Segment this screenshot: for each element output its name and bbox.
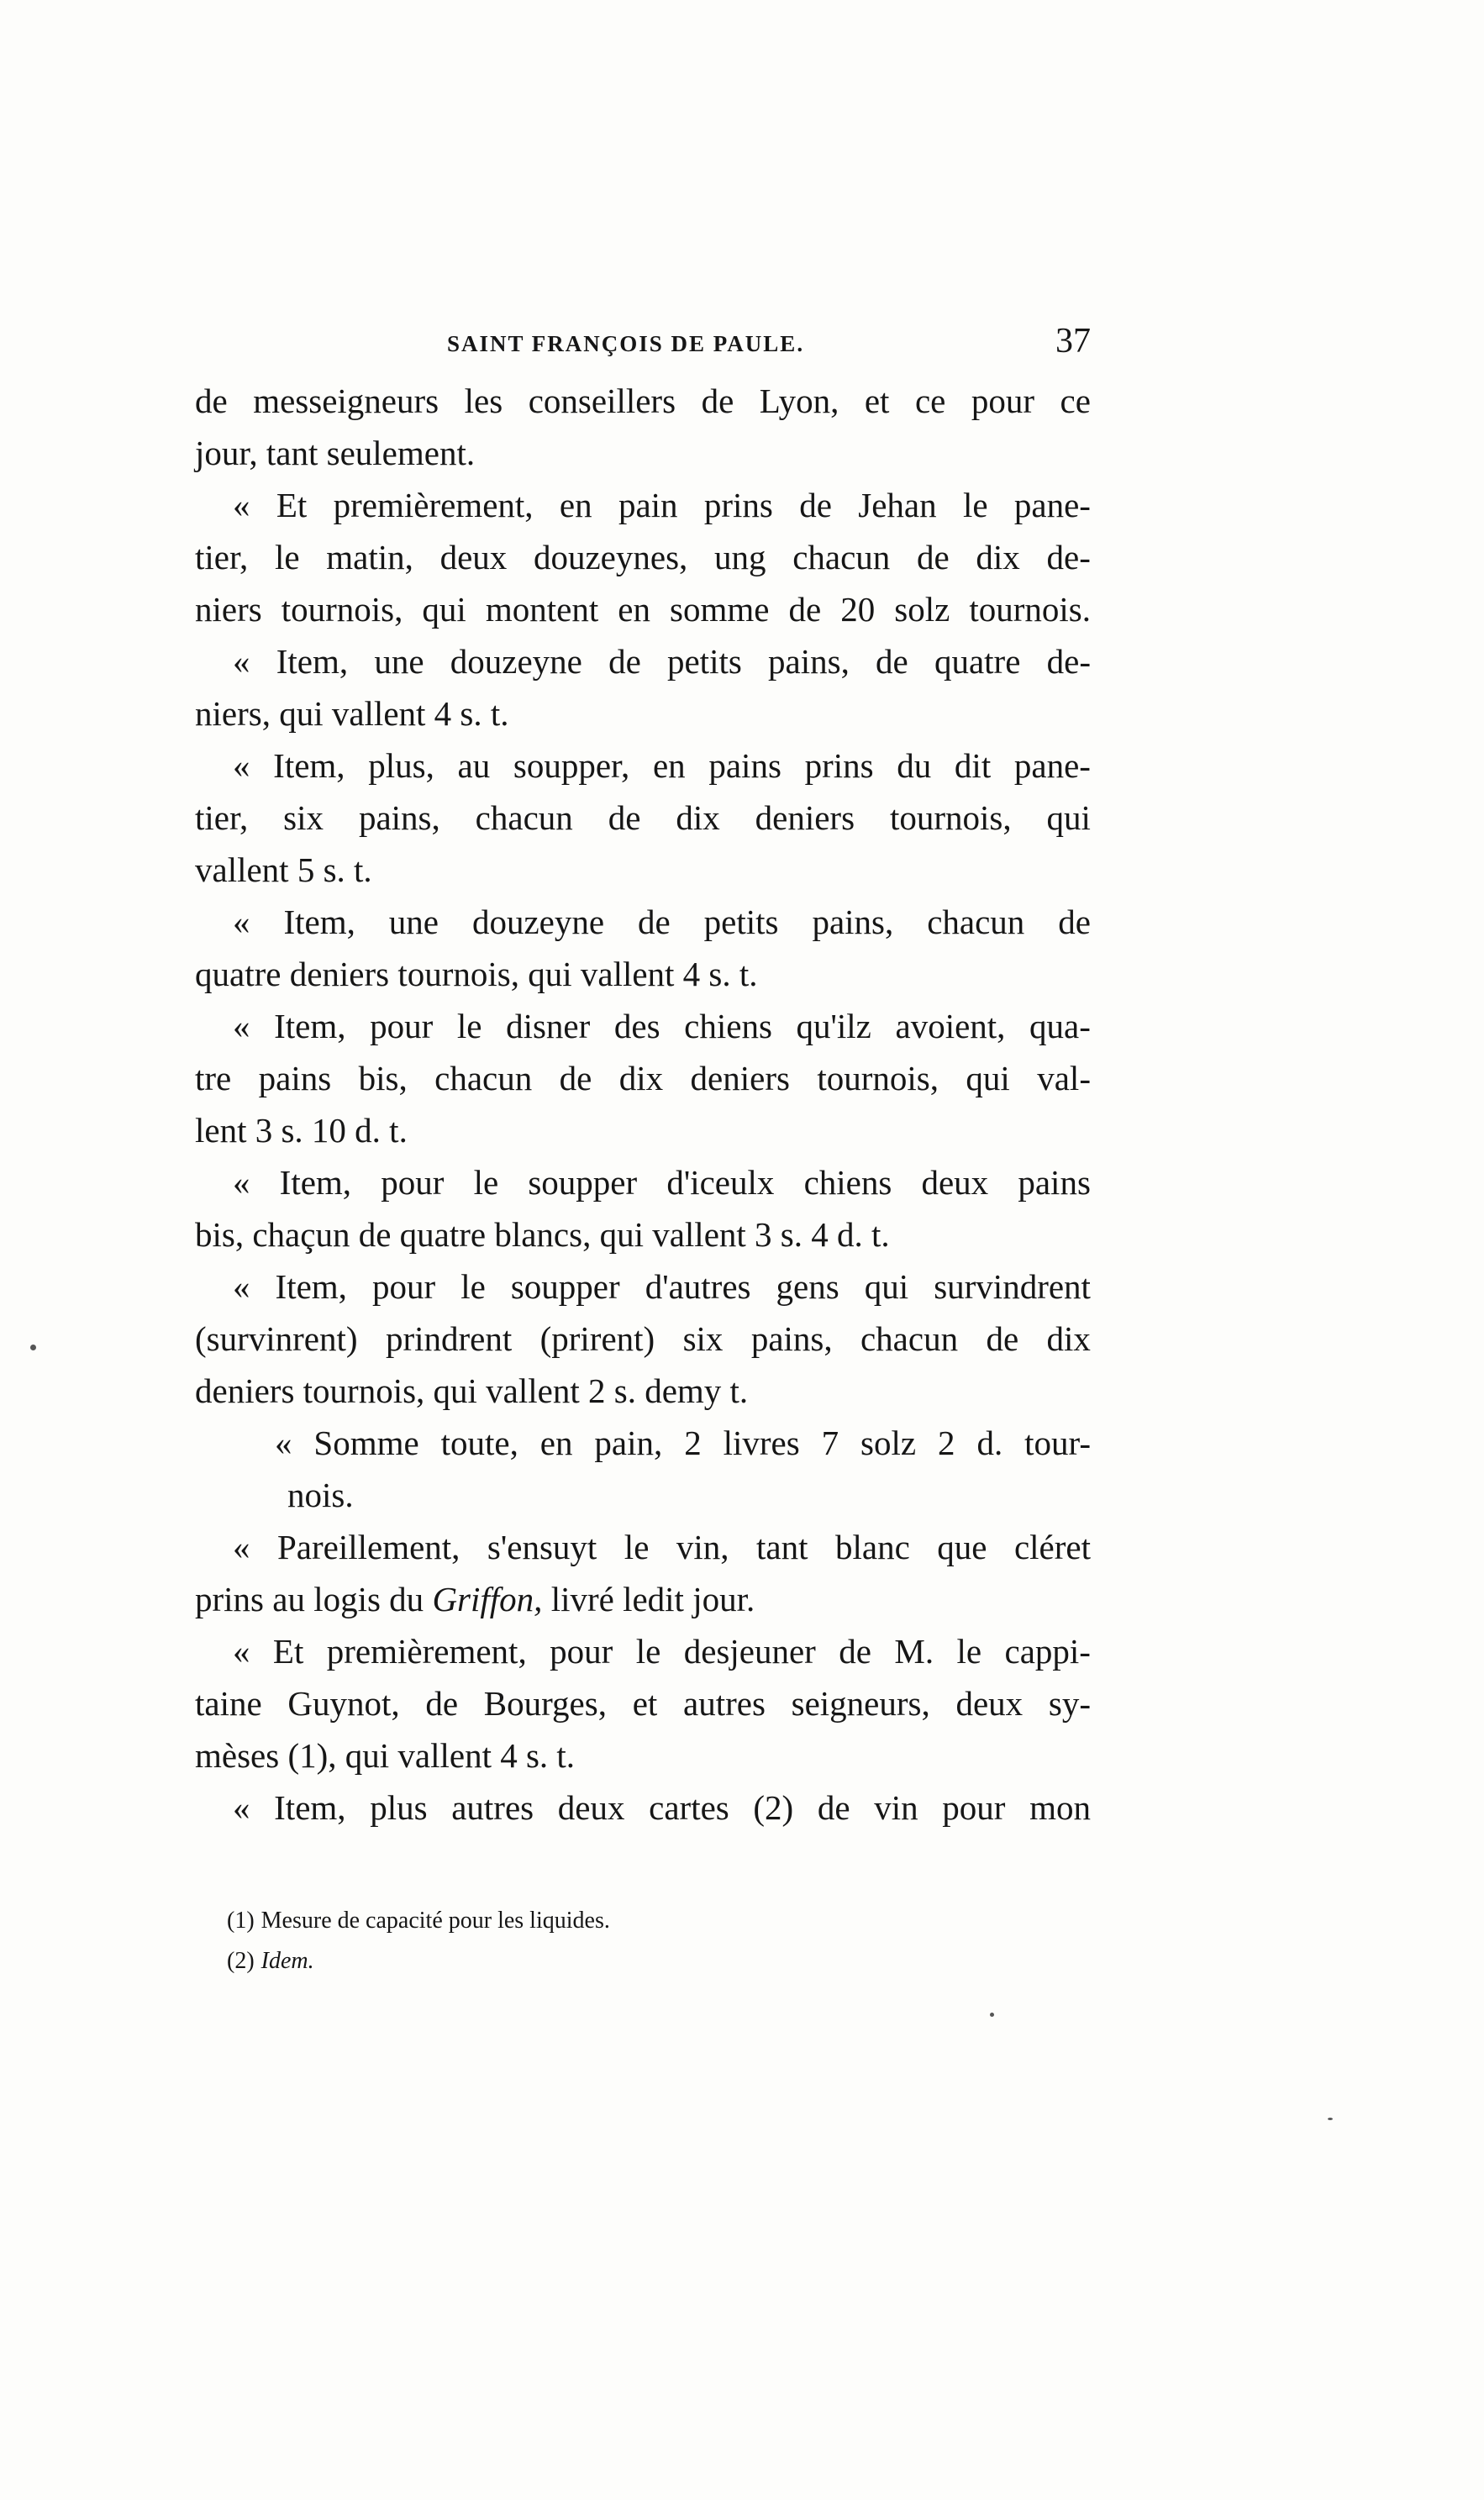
word: dix xyxy=(1046,1319,1091,1358)
word: Item, xyxy=(274,1007,346,1045)
word: tier, xyxy=(195,798,249,837)
word: val- xyxy=(1037,1059,1091,1097)
text-line xyxy=(195,1625,1091,1677)
word: pains, xyxy=(750,1319,833,1358)
word: deux xyxy=(955,1684,1024,1723)
word: prindrent xyxy=(385,1319,513,1358)
word: chacun xyxy=(792,538,891,576)
text-line xyxy=(195,1729,1091,1782)
word: pains, xyxy=(812,903,894,941)
text-segment: bis, chaçun de quatre blancs, qui vallent 3 s. 4 d. t. xyxy=(195,1215,890,1254)
word: avoient, xyxy=(895,1007,1006,1045)
word: de xyxy=(608,798,641,837)
word: de xyxy=(839,1632,871,1671)
word: Et xyxy=(276,486,308,524)
word: plus, xyxy=(368,746,434,785)
word: de xyxy=(638,903,671,941)
footnote-number: (1) xyxy=(227,1908,255,1934)
word: (2) xyxy=(753,1788,794,1827)
word: en xyxy=(539,1424,573,1462)
word: dix xyxy=(618,1059,664,1097)
word: pour xyxy=(942,1788,1006,1827)
word: Et xyxy=(272,1632,304,1671)
footnote-text: Mesure de capacité pour les liquides. xyxy=(260,1908,610,1934)
word: prins xyxy=(804,746,874,785)
word: s'ensuyt xyxy=(487,1528,597,1566)
word: Jehan xyxy=(858,486,937,524)
word: sy- xyxy=(1048,1684,1091,1723)
word: pane- xyxy=(1013,486,1091,524)
text-segment: deniers tournois, qui vallent 2 s. demy t. xyxy=(195,1371,749,1410)
footnote-text: Idem. xyxy=(260,1948,314,1974)
word: « xyxy=(275,1424,292,1462)
word: de xyxy=(195,382,228,420)
word: pour xyxy=(371,1267,436,1306)
text-line xyxy=(195,531,1091,583)
word: une xyxy=(374,642,424,681)
text-line xyxy=(195,375,1091,427)
word: messeigneurs xyxy=(253,382,439,420)
word: tour- xyxy=(1024,1424,1091,1462)
word: qui xyxy=(422,590,466,629)
word: qui xyxy=(966,1059,1010,1097)
word: de xyxy=(788,590,822,629)
word: solz xyxy=(894,590,950,629)
word: tournois. xyxy=(969,590,1091,629)
word: livres xyxy=(723,1424,800,1462)
word: pain xyxy=(618,486,678,524)
word: tier, xyxy=(195,538,249,576)
word: d'iceulx xyxy=(666,1163,775,1202)
word: cappi- xyxy=(1004,1632,1091,1671)
word: M. xyxy=(894,1632,934,1671)
text-line xyxy=(195,1156,1091,1208)
word: Item, xyxy=(283,903,355,941)
word: blanc xyxy=(834,1528,910,1566)
word: « xyxy=(233,1163,250,1202)
text-line xyxy=(195,1208,1091,1261)
word: douzeyne xyxy=(471,903,605,941)
word: autres xyxy=(683,1684,766,1723)
word: « xyxy=(233,1788,250,1827)
word: pains xyxy=(708,746,781,785)
word: petits xyxy=(666,642,742,681)
word: 20 xyxy=(840,590,876,629)
word: chiens xyxy=(803,1163,892,1202)
word: 2 xyxy=(938,1424,955,1462)
word: Item, xyxy=(273,746,345,785)
text-line xyxy=(195,583,1091,635)
text-line xyxy=(195,1782,1091,1834)
word: taine xyxy=(195,1684,262,1723)
word: Item, xyxy=(276,642,349,681)
word: les xyxy=(464,382,503,420)
text-segment: vallent 5 s. t. xyxy=(195,850,372,889)
word: le xyxy=(456,1007,482,1045)
word: douzeynes, xyxy=(533,538,688,576)
word: de xyxy=(876,642,908,681)
word: deniers xyxy=(755,798,855,837)
word: dix xyxy=(676,798,720,837)
text-line xyxy=(195,844,1091,896)
word: 7 xyxy=(821,1424,839,1462)
word: que xyxy=(937,1528,987,1566)
word: le xyxy=(624,1528,650,1566)
word: pour xyxy=(971,382,1035,420)
text-line xyxy=(195,1677,1091,1729)
word: pains, xyxy=(768,642,850,681)
scan-speck xyxy=(990,2013,994,2017)
word: d. xyxy=(976,1424,1003,1462)
word: « xyxy=(233,746,250,785)
word: du xyxy=(897,746,932,785)
word: de- xyxy=(1046,642,1091,681)
word: matin, xyxy=(326,538,413,576)
page-header xyxy=(195,321,1091,371)
word: Item, xyxy=(275,1267,347,1306)
text-segment: prins au logis du xyxy=(195,1580,433,1618)
word: et xyxy=(864,382,890,420)
word: de xyxy=(817,1788,850,1827)
word: deux xyxy=(439,538,508,576)
word: pour xyxy=(381,1163,445,1202)
word: « xyxy=(233,1267,250,1306)
word: de xyxy=(799,486,832,524)
text-line xyxy=(195,948,1091,1000)
word: cartes xyxy=(649,1788,729,1827)
footnotes xyxy=(227,1901,983,1982)
text-segment: nois. xyxy=(287,1476,354,1514)
word: six xyxy=(283,798,324,837)
word: qui xyxy=(864,1267,909,1306)
text-segment: livré ledit jour. xyxy=(542,1580,755,1618)
word: niers xyxy=(195,590,262,629)
text-line xyxy=(195,1104,1091,1156)
word: pour xyxy=(370,1007,434,1045)
text-segment: Griffon, xyxy=(432,1580,543,1618)
text-line xyxy=(195,687,1091,739)
word: chacun xyxy=(927,903,1025,941)
word: mon xyxy=(1029,1788,1091,1827)
word: quatre xyxy=(934,642,1021,681)
word: cléret xyxy=(1013,1528,1091,1566)
word: Guynot, xyxy=(287,1684,400,1723)
word: de xyxy=(1058,903,1091,941)
text-line xyxy=(195,1417,1091,1469)
word: le xyxy=(962,486,988,524)
word: de- xyxy=(1046,538,1091,576)
word: deux xyxy=(557,1788,625,1827)
word: deniers xyxy=(690,1059,790,1097)
word: 2 xyxy=(684,1424,702,1462)
word: en xyxy=(618,590,650,629)
word: de xyxy=(559,1059,592,1097)
text-segment: niers, qui vallent 4 s. t. xyxy=(195,694,509,733)
word: autres xyxy=(451,1788,534,1827)
word: ung xyxy=(714,538,766,576)
word: gens xyxy=(776,1267,839,1306)
word: Pareillement, xyxy=(276,1528,460,1566)
text-line xyxy=(195,1313,1091,1365)
word: Somme xyxy=(313,1424,419,1462)
word: prins xyxy=(703,486,773,524)
text-line xyxy=(195,1261,1091,1313)
text-segment: quatre deniers tournois, qui vallent 4 s. t. xyxy=(195,955,758,993)
word: en xyxy=(652,746,686,785)
word: Bourges, xyxy=(483,1684,607,1723)
word: une xyxy=(388,903,439,941)
word: vin, xyxy=(676,1528,729,1566)
footnote-number: (2) xyxy=(227,1948,255,1974)
word: (survinrent) xyxy=(195,1319,358,1358)
word: de xyxy=(425,1684,459,1723)
word: « xyxy=(233,903,250,941)
word: tre xyxy=(195,1059,232,1097)
word: dix xyxy=(976,538,1020,576)
word: pains xyxy=(258,1059,332,1097)
word: ce xyxy=(1060,382,1091,420)
word: seigneurs, xyxy=(791,1684,930,1723)
word: tournois, xyxy=(889,798,1012,837)
word: des xyxy=(613,1007,660,1045)
word: pour xyxy=(550,1632,613,1671)
word: qu'ilz xyxy=(796,1007,871,1045)
word: premièrement, xyxy=(326,1632,527,1671)
word: « xyxy=(233,1528,250,1566)
word: de xyxy=(917,538,950,576)
text-segment: mèses (1), qui vallent 4 s. t. xyxy=(195,1736,576,1775)
word: le xyxy=(635,1632,661,1671)
word: disner xyxy=(506,1007,591,1045)
word: vin xyxy=(874,1788,918,1827)
word: (prirent) xyxy=(539,1319,655,1358)
text-line xyxy=(195,427,1091,479)
word: le xyxy=(473,1163,499,1202)
word: tant xyxy=(756,1528,808,1566)
word: « xyxy=(233,1632,250,1671)
word: soupper, xyxy=(513,746,630,785)
text-line xyxy=(195,479,1091,531)
word: de xyxy=(986,1319,1019,1358)
text-line xyxy=(195,896,1091,948)
word: six xyxy=(682,1319,724,1358)
word: deux xyxy=(921,1163,989,1202)
word: survindrent xyxy=(934,1267,1091,1306)
word: somme xyxy=(670,590,770,629)
text-segment: lent 3 s. 10 d. t. xyxy=(195,1111,408,1150)
word: premièrement, xyxy=(333,486,534,524)
word: soupper xyxy=(528,1163,638,1202)
word: Lyon, xyxy=(759,382,839,420)
word: douzeyne xyxy=(450,642,582,681)
footnote-1 xyxy=(227,1901,983,1941)
word: d'autres xyxy=(645,1267,751,1306)
word: au xyxy=(457,746,491,785)
word: chacun xyxy=(860,1319,959,1358)
scan-speck xyxy=(30,1345,36,1350)
word: le xyxy=(460,1267,486,1306)
word: « xyxy=(233,1007,250,1045)
word: ce xyxy=(914,382,946,420)
word: le xyxy=(274,538,300,576)
word: pains, xyxy=(358,798,440,837)
word: chiens xyxy=(684,1007,772,1045)
page-number: 37 xyxy=(1055,322,1091,361)
text-segment: jour, tant seulement. xyxy=(195,434,476,472)
word: qua- xyxy=(1029,1007,1091,1045)
word: qui xyxy=(1046,798,1091,837)
word: pain, xyxy=(594,1424,663,1462)
word: conseillers xyxy=(528,382,676,420)
word: desjeuner xyxy=(683,1632,816,1671)
text-line xyxy=(195,635,1091,687)
word: bis, xyxy=(358,1059,408,1097)
word: le xyxy=(956,1632,982,1671)
word: chacun xyxy=(434,1059,533,1097)
word: solz xyxy=(860,1424,917,1462)
text-line xyxy=(195,1573,1091,1625)
text-line xyxy=(195,792,1091,844)
text-line xyxy=(195,1000,1091,1052)
text-line xyxy=(195,1521,1091,1573)
word: tournois, xyxy=(281,590,403,629)
word: Item, xyxy=(279,1163,352,1202)
word: petits xyxy=(703,903,779,941)
word: de xyxy=(608,642,641,681)
text-line xyxy=(195,1052,1091,1104)
word: « xyxy=(233,642,250,681)
scan-speck xyxy=(1328,2118,1333,2120)
word: en xyxy=(559,486,592,524)
running-title: SAINT FRANÇOIS DE PAULE. xyxy=(447,331,805,356)
word: montent xyxy=(485,590,599,629)
text-line xyxy=(195,1469,1091,1521)
text-line xyxy=(195,1365,1091,1417)
word: soupper xyxy=(510,1267,620,1306)
body-text xyxy=(195,375,1091,1834)
word: plus xyxy=(370,1788,428,1827)
word: et xyxy=(632,1684,658,1723)
word: « xyxy=(233,486,250,524)
word: toute, xyxy=(440,1424,518,1462)
word: de xyxy=(701,382,734,420)
word: pains xyxy=(1018,1163,1091,1202)
word: tournois, xyxy=(817,1059,939,1097)
word: chacun xyxy=(475,798,573,837)
word: dit xyxy=(954,746,992,785)
footnote-2 xyxy=(227,1941,983,1982)
text-line xyxy=(195,739,1091,792)
word: pane- xyxy=(1013,746,1091,785)
word: Item, xyxy=(274,1788,346,1827)
